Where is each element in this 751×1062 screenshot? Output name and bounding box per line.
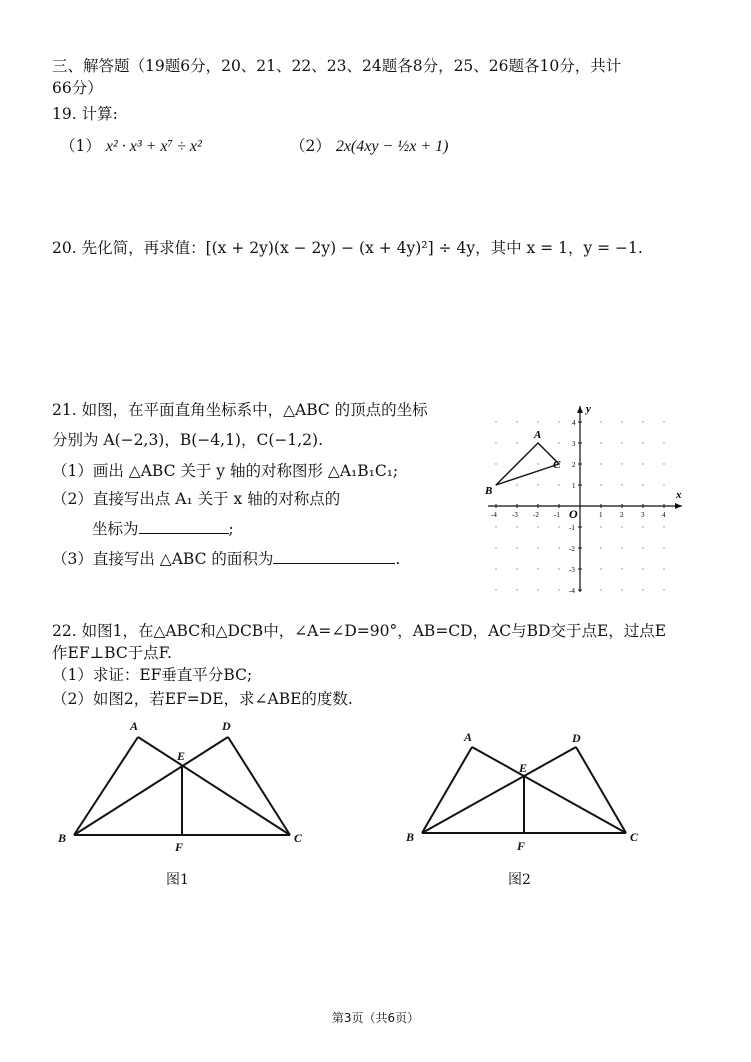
fig1-label-e: E [177,749,186,763]
q19-title: 19. 计算: [52,105,118,123]
label-c: C [553,459,561,471]
grid-dot [642,421,643,422]
section-header-line1: 三、解答题（19题6分，20、21、22、23、24题各8分，25、26题各10分，共计 [52,57,622,75]
grid-dot [621,547,622,548]
grid-dot [495,547,496,548]
grid-dot [600,442,601,443]
grid-dot [537,589,538,590]
q19-part1-label: （1） [60,137,101,155]
grid-dot [558,442,559,443]
grid-dot [537,568,538,569]
q19-part2-expr: 2x(4xy − ½x + 1) [335,138,449,155]
y-tick-label: 1 [572,482,576,490]
y-tick-label: -4 [569,587,575,595]
x-axis-arrow [675,503,682,509]
q22-part2: （2）如图2，若EF=DE，求∠ABE的度数. [52,690,353,708]
grid-dot [516,484,517,485]
fig2-label-f: F [517,839,526,853]
fig1-label-b: B [58,831,67,845]
label-b: B [485,485,493,497]
fig2-label-c: C [630,830,639,844]
q21-part3-end: . [395,550,401,568]
grid-dot [516,568,517,569]
grid-dot [663,589,664,590]
q21-line2: 分别为 A(−2,3)，B(−4,1)，C(−1,2). [52,431,323,449]
x-tick-label: 2 [620,511,624,519]
grid-dot [600,421,601,422]
fig1-segment-ba [74,737,138,835]
q21-part3 [52,549,400,569]
grid-dot [663,442,664,443]
y-tick-label: 3 [572,440,576,448]
answer-blank-1[interactable] [139,519,229,534]
grid-dot [516,421,517,422]
x-tick-label: 1 [599,511,603,519]
grid-dot [495,463,496,464]
fig2-label-a: A [464,730,473,744]
grid-dot [558,568,559,569]
y-tick-label: -3 [569,566,575,574]
q19-part2-label: （2） [290,137,331,155]
grid-dot [600,463,601,464]
figure-1 [50,712,320,857]
grid-dot [516,589,517,590]
x-tick-label: -2 [533,511,539,519]
origin-label: O [569,507,578,521]
q21-part2b [92,519,234,539]
fig2-label-e: E [519,761,528,775]
grid-dot [495,568,496,569]
grid-dot [537,484,538,485]
q21-part2b-label: 坐标为 [92,520,139,538]
x-tick-label: 4 [662,511,666,519]
fig1-segment-ac [138,737,290,835]
grid-dot [663,568,664,569]
grid-dot [600,526,601,527]
fig1-label-f: F [175,840,184,854]
x-tick-label: 3 [641,511,645,519]
q21-part2a: （2）直接写出点 A₁ 关于 x 轴的对称点的 [52,490,341,508]
fig1-label-c: C [294,831,303,845]
q19-part2 [290,136,448,157]
grid-dot [558,589,559,590]
x-tick-label: -4 [491,511,497,519]
y-tick-label: -1 [569,524,575,532]
grid-dot [621,421,622,422]
grid-dot [600,484,601,485]
grid-dot [537,421,538,422]
q22-line2: 作EF⊥BC于点F. [52,644,172,662]
fig2-label-b: B [406,830,415,844]
grid-dot [621,484,622,485]
q19-part1-expr: x² · x³ + x⁷ ÷ x² [105,138,202,155]
grid-dot [537,463,538,464]
page-footer: 第3页（共6页） [331,1011,420,1025]
fig2-segment-bd [422,747,576,833]
grid-dot [663,484,664,485]
q21-part2-end: ; [228,520,234,538]
grid-dot [516,442,517,443]
grid-dot [642,442,643,443]
grid-dot [621,589,622,590]
grid-dot [558,484,559,485]
grid-dot [663,463,664,464]
section-header-line2: 66分） [52,79,103,97]
grid-dot [621,463,622,464]
y-tick-label: 2 [572,461,576,469]
grid-dot [558,547,559,548]
q22-part1: （1）求证：EF垂直平分BC; [52,666,253,684]
grid-dot [642,484,643,485]
grid-dot [537,547,538,548]
grid-dot [495,589,496,590]
grid-dot [642,463,643,464]
q22-line1: 22. 如图1，在△ABC和△DCB中，∠A=∠D=90°，AB=CD，AC与BD交于点E，过点E [52,622,667,640]
q21-part1: （1）画出 △ABC 关于 y 轴的对称图形 △A₁B₁C₁; [52,462,399,480]
y-tick-label: 4 [572,419,576,427]
grid-dot [537,526,538,527]
q20-text: 20. 先化简，再求值：[(x + 2y)(x − 2y) − (x + 4y)²] ÷ 4y，其中 x = 1，y = −1. [52,239,643,257]
grid-dot [621,442,622,443]
fig1-segment-bd [74,737,228,835]
figure-1-caption: 图1 [166,872,189,888]
grid-dot [621,568,622,569]
figure-2 [400,722,650,857]
grid-dot [621,526,622,527]
grid-dot [600,547,601,548]
grid-dot [495,421,496,422]
q21-part3-label: （3）直接写出 △ABC 的面积为 [52,550,274,568]
fig2-segment-ac [472,747,626,833]
grid-dot [642,526,643,527]
y-axis-arrow [577,406,583,413]
coordinate-graph [480,396,690,596]
q21-line1: 21. 如图，在平面直角坐标系中，△ABC 的顶点的坐标 [52,401,428,419]
fig2-label-d: D [572,731,581,745]
x-axis-label: x [676,489,682,501]
grid-dot [663,526,664,527]
x-tick-label: -3 [512,511,518,519]
label-a: A [534,429,542,441]
fig1-segment-dc [228,737,290,835]
fig1-label-a: A [130,719,139,733]
grid-dot [642,547,643,548]
grid-dot [495,526,496,527]
y-axis-label: y [586,403,591,415]
grid-dot [516,526,517,527]
x-tick-label: -1 [554,511,560,519]
grid-dot [600,589,601,590]
grid-dot [558,526,559,527]
triangle-abc [496,443,559,485]
grid-dot [642,568,643,569]
grid-dot [663,547,664,548]
y-tick-label: -2 [569,545,575,553]
grid-dot [642,589,643,590]
grid-dot [663,421,664,422]
grid-dot [600,568,601,569]
fig1-label-d: D [222,719,231,733]
figure-2-caption: 图2 [508,872,531,888]
q19-part1 [60,136,202,157]
grid-dot [495,442,496,443]
grid-dot [558,421,559,422]
answer-blank-2[interactable] [273,549,395,564]
grid-dot [516,547,517,548]
